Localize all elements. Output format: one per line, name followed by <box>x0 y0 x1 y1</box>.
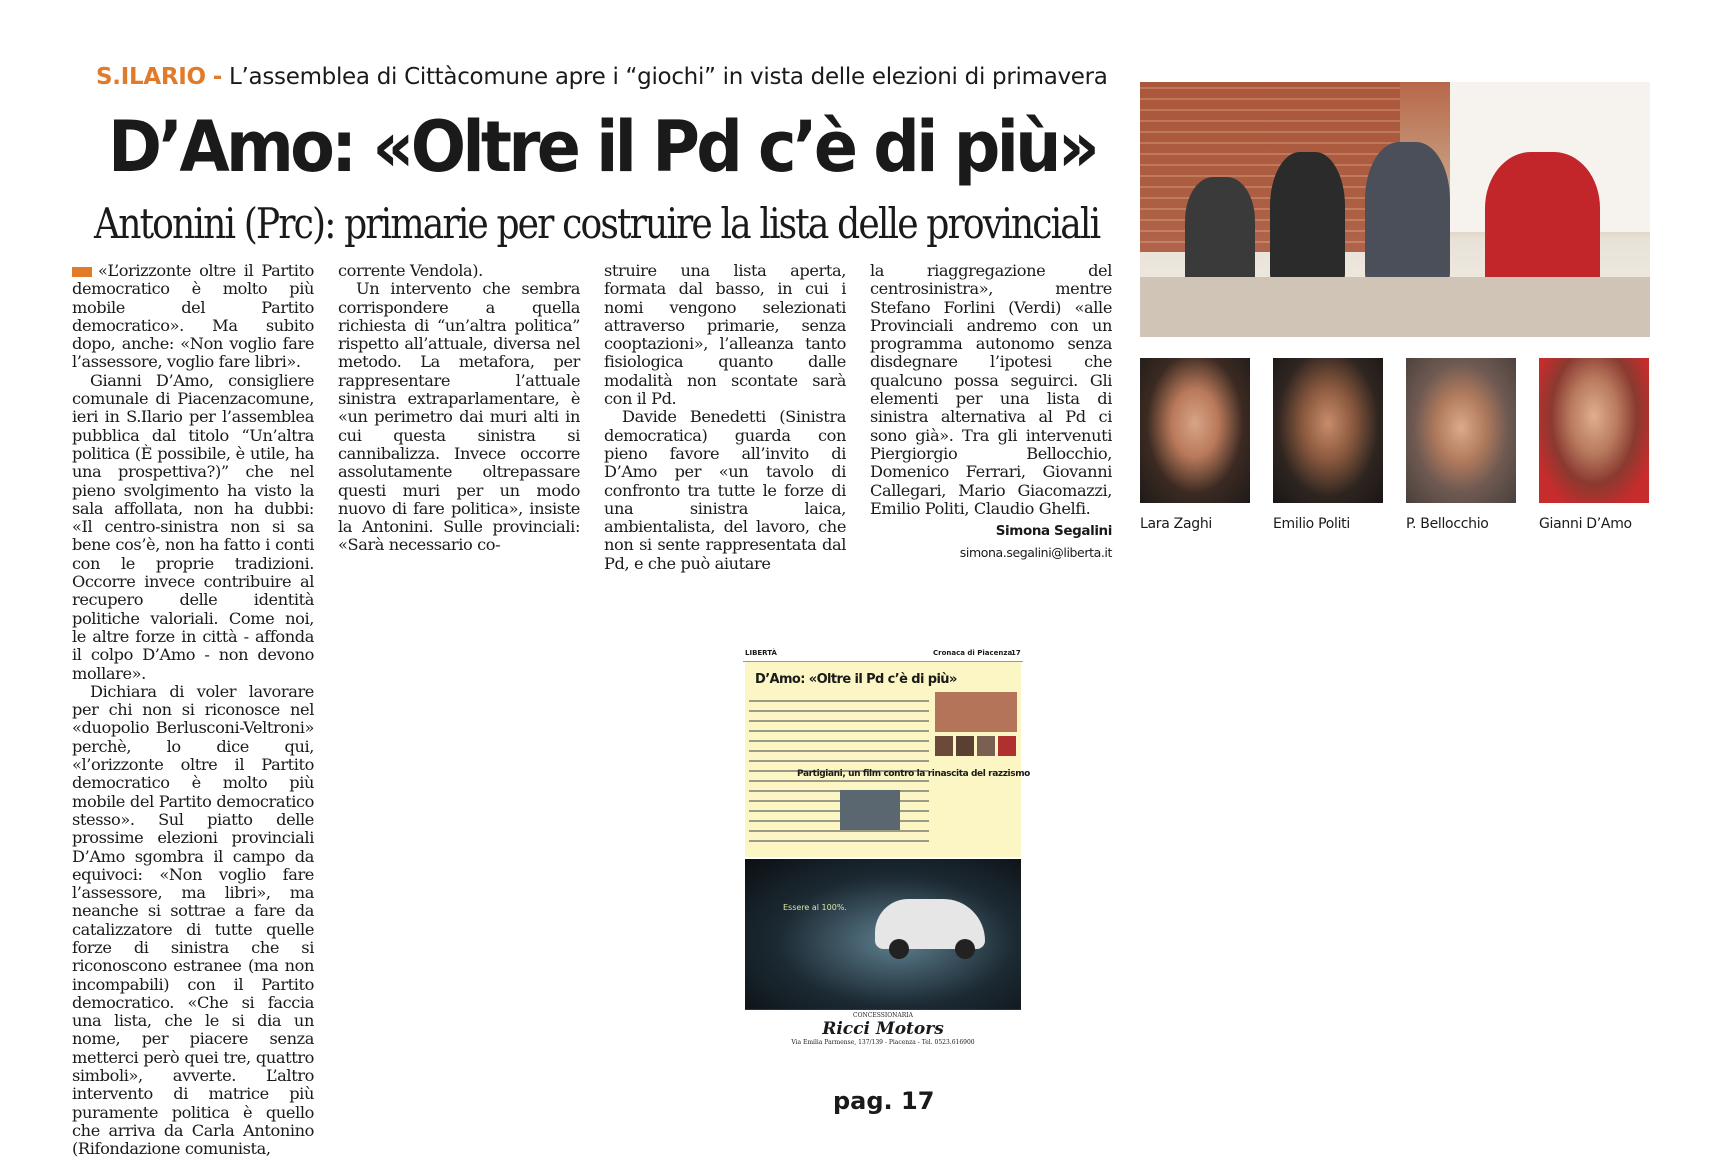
byline-email: simona.segalini@liberta.it <box>959 545 1112 561</box>
paragraph: Dichiara di voler lavorare per chi non si riconosce nel «duopolio Berlusconi-Veltroni» perchè, lo dice qui, «l’orizzonte oltre il Partito democratico è molto più mobile del Partito democratico stesso». Sul piatto delle prossime elezioni provinciali D’Amo sgombra il campo da equivoci: «Non voglio fare l’assessore, ma libri», ma neanche si sottrae a fare da catalizzatore di tutte quelle forze di sinistra che si riconoscono estranee (ma non incompabili) con il Partito democratico. «Che si faccia una lista, che le si dia un nome, per piacere senza metterci però quei tre, quattro simboli», avverte. L’altro intervento di matrice più puramente politica è quello che arriva da Carla Antonino (Rifondazione comunista, <box>72 681 314 1159</box>
paragraph: corrente Vendola). <box>338 261 483 280</box>
car-advertisement <box>745 859 1021 1009</box>
dealer-label: CONCESSIONARIA <box>853 1012 913 1019</box>
mini-portrait <box>956 736 974 756</box>
ad-tagline: Essere al 100%. <box>783 903 847 912</box>
paragraph: Un intervento che sembra corrispondere a quella richiesta di “un’altra politica” rispetto all’attuale, diversa nel metodo. La metafora, per rappresentare l’attuale sinistra extraparlamentare, è «un perimetro dai muri alti in cui questa sinistra si cannibalizza. Invece occorre assolutamente oltrepassare questi muri per un modo nuovo di fare politica», insiste la Antonini. Sulle provinciali: «Sarà necessario co- <box>338 279 580 555</box>
mini-text-line <box>749 780 929 782</box>
mini-text-line <box>749 700 929 702</box>
mini-text-line <box>749 820 929 822</box>
dealer-name: Ricci Motors <box>822 1019 944 1039</box>
caption-emilio-politi: Emilio Politi <box>1273 516 1350 532</box>
mini-portrait <box>998 736 1016 756</box>
article-column-4 <box>870 262 1112 563</box>
kicker-text: L’assemblea di Cittàcomune apre i “giochi” in vista delle elezioni di primavera <box>229 64 1108 90</box>
mini-photo <box>840 790 900 830</box>
portrait-bellocchio <box>1406 358 1516 503</box>
assembly-photo <box>1140 82 1650 337</box>
kicker <box>96 64 1108 90</box>
kicker-separator: - <box>212 64 223 90</box>
paragraph: Gianni D’Amo, consigliere comunale di Piacenzacomune, ieri in S.Ilario per l’assemblea pubblica dal titolo “Un’altra politica (È possibile, è utile, ha una prospettiva?)” che nel pieno svolgimento ha visto la sala affollata, non ha dubbi: «Il centro-sinistra non si sa bene cos’è, non ha fatto i conti con le proprie tradizioni. Occorre invece contribuire al recupero delle identità politiche valoriali. Come noi, le altre forze in città - affonda il colpo D’Amo - non devono mollare». <box>72 370 314 683</box>
mini-photo <box>935 692 1017 732</box>
page-number-label: pag. 17 <box>833 1087 935 1115</box>
car-wheel <box>955 939 975 959</box>
article-headline: D’Amo: «Oltre il Pd c’è di più» <box>108 106 1097 188</box>
article-subheadline: Antonini (Prc): primarie per costruire la lista delle provinciali <box>94 199 1100 248</box>
mini-second-headline: Partigiani, un film contro la rinascita del razzismo <box>797 769 1030 779</box>
mini-portrait <box>935 736 953 756</box>
dealer-address: Via Emilia Parmense, 137/139 - Piacenza - Tel. 0523.616900 <box>791 1039 975 1046</box>
mini-text-line <box>749 760 929 762</box>
paragraph: la riaggregazione del centrosinistra», mentre Stefano Forlini (Verdi) «alle Provinciali andremo con un programma autonomo senza disdegnare l’ipotesi che qualcuno possa seguirci. Gli elementi per una lista di sinistra alternativa al Pd ci sono già». Tra gli intervenuti Piergiorgio Bellocchio, Domenico Ferrari, Giovanni Callegari, Mario Giacomazzi, Emilio Politi, Claudio Ghelfi. <box>870 261 1112 518</box>
article-column-2 <box>338 262 580 555</box>
conference-table <box>1140 277 1650 337</box>
mini-section: Cronaca di Piacenza <box>933 649 1013 657</box>
paragraph: «L’orizzonte oltre il Partito democratico è molto più mobile del Partito democratico». Ma subito dopo, anche: «Non voglio fare l’assessore, voglio fare libri». <box>72 261 314 372</box>
mini-text-line <box>749 810 929 812</box>
mini-header <box>743 647 1023 662</box>
mini-text-line <box>749 840 929 842</box>
article-column-3 <box>604 262 846 573</box>
car-wheel <box>889 939 909 959</box>
mini-paper-name: LIBERTÀ <box>745 649 777 657</box>
mini-article-highlight <box>745 662 1030 857</box>
mini-text-line <box>749 720 929 722</box>
article-column-1 <box>72 262 314 1159</box>
speaker-figure <box>1485 152 1600 292</box>
mini-page-number: 17 <box>1011 649 1021 657</box>
portrait-emilio-politi <box>1273 358 1383 503</box>
mini-headline: D’Amo: «Oltre il Pd c’è di più» <box>755 672 957 687</box>
paragraph: struire una lista aperta, formata dal basso, in cui i nomi vengono selezionati attraverso primarie, senza cooptazioni», l’alleanza tanto fisiologica quanto dalle modalità non scontate sarà con il Pd. <box>604 261 846 409</box>
mini-text-line <box>749 830 929 832</box>
mini-text-line <box>749 800 929 802</box>
portrait-lara-zaghi <box>1140 358 1250 503</box>
mini-text-line <box>749 740 929 742</box>
speaker-figure <box>1365 142 1450 287</box>
kicker-tag: S.ILARIO <box>96 64 206 90</box>
paragraph: Davide Benedetti (Sinistra democratica) guarda con pieno favore all’invito di D’Amo per «un tavolo di confronto tra tutte le forze di una sinistra laica, ambientalista, del lavoro, che non si sente rappresentata dal Pd, e che può aiutare <box>604 407 846 573</box>
byline-author: Simona Segalini <box>995 523 1112 540</box>
mini-text-line <box>749 710 929 712</box>
mini-portrait <box>977 736 995 756</box>
caption-lara-zaghi: Lara Zaghi <box>1140 516 1212 532</box>
mini-text-line <box>749 790 929 792</box>
mini-text-line <box>749 730 929 732</box>
portrait-gianni-damo <box>1539 358 1649 503</box>
caption-bellocchio: P. Bellocchio <box>1406 516 1489 532</box>
caption-gianni-damo: Gianni D’Amo <box>1539 516 1632 532</box>
mini-text-line <box>749 750 929 752</box>
speaker-figure <box>1270 152 1345 287</box>
page-thumbnail <box>743 647 1030 1057</box>
section-marker-icon <box>72 267 92 277</box>
dealer-banner <box>745 1009 1021 1056</box>
speaker-figure <box>1185 177 1255 287</box>
